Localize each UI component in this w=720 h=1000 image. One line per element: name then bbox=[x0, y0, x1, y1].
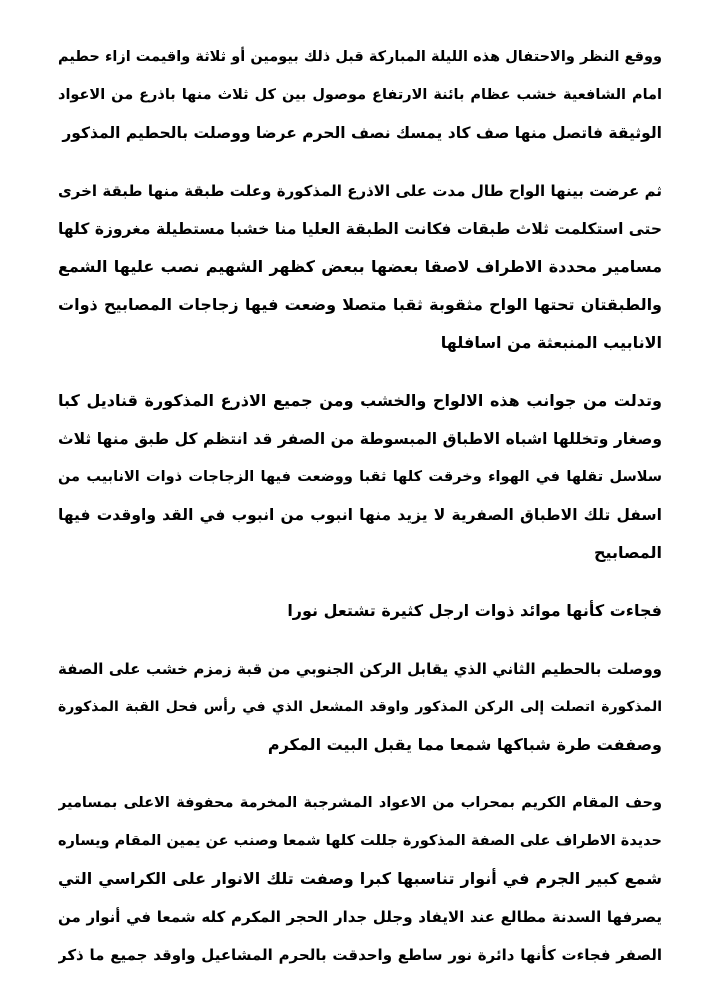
paragraph-spacer bbox=[58, 764, 662, 784]
paragraph bbox=[58, 172, 662, 362]
text-line: حتى استكلمت ثلاث طبقات فكانت الطبقة العليا منا خشبا مستطيلة مغروزة كلها bbox=[58, 220, 662, 238]
text-line: سلاسل تقلها في الهواء وخرقت كلها ثقبا ووضعت فيها الزجاجات ذوات الانابيب من bbox=[58, 469, 662, 485]
text-line: المصابيح bbox=[593, 543, 662, 562]
paragraph bbox=[58, 650, 662, 764]
text-line: الصفر فجاءت كأنها دائرة نور ساطع واحدقت بالحرم المشاعيل واوقد جميع ما ذكر bbox=[58, 946, 662, 964]
text-line: فجاءت كأنها موائد ذوات ارجل كثيرة تشتعل نورا bbox=[287, 601, 662, 620]
text-line: وتدلت من جوانب هذه الالواح والخشب ومن جميع الاذرع المذكورة قناديل كبا bbox=[58, 391, 662, 410]
paragraph bbox=[58, 382, 662, 572]
paragraph bbox=[58, 38, 662, 152]
document-page bbox=[58, 38, 662, 974]
text-line: يصرفها السدنة مطالع عند الايفاد وجلل جدار الحجر المكرم كله شمعا في أنوار من bbox=[58, 908, 662, 926]
text-line: الوثيقة فاتصل منها صف كاد يمسك نصف الحرم عرضا ووصلت بالحطيم المذكور bbox=[62, 124, 662, 142]
paragraph bbox=[58, 592, 662, 630]
paragraph-spacer bbox=[58, 362, 662, 382]
text-line: الانابيب المنبعثة من اسافلها bbox=[440, 333, 662, 352]
paragraph-spacer bbox=[58, 152, 662, 172]
text-line: وحف المقام الكريم بمحراب من الاعواد المشرجبة المخرمة محفوفة الاعلى بمسامير bbox=[58, 795, 662, 811]
text-line: امام الشافعية خشب عظام بائنة الارتفاع موصول بين كل ثلاث منها باذرع من الاعواد bbox=[58, 87, 662, 103]
text-line: ووقع النظر والاحتفال هذه الليلة المباركة قبل ذلك بيومين أو ثلاثة واقيمت ازاء حطيم bbox=[58, 49, 662, 65]
text-line: اسفل تلك الاطباق الصفرية لا يزيد منها انبوب من انبوب في القد واوقدت فيها bbox=[58, 506, 662, 524]
text-line: شمع كبير الجرم في أنوار تناسبها كبرا وصفت تلك الانوار على الكراسي التي bbox=[58, 869, 662, 888]
text-line: مسامير محددة الاطراف لاصقا بعضها ببعض كظهر الشهيم نصب عليها الشمع bbox=[58, 257, 662, 276]
text-line: وصغار وتخللها اشباه الاطباق المبسوطة من الصفر قد انتظم كل طبق منها ثلاث bbox=[58, 430, 662, 448]
text-line: والطبقتان تحتها الواح مثقوبة ثقبا متصلا وضعت فيها زجاجات المصابيح ذوات bbox=[58, 295, 662, 314]
text-line: ووصلت بالحطيم الثاني الذي يقابل الركن الجنوبي من قبة زمزم خشب على الصفة bbox=[58, 660, 662, 678]
text-line: حديدة الاطراف على الصفة المذكورة جللت كلها شمعا وصنب عن يمين المقام ويساره bbox=[58, 833, 662, 849]
paragraph-spacer bbox=[58, 630, 662, 650]
paragraph-spacer bbox=[58, 572, 662, 592]
text-line: المذكورة اتصلت إلى الركن المذكور واوقد المشعل الذي في رأس فحل القبة المذكورة bbox=[58, 699, 662, 715]
paragraph bbox=[58, 784, 662, 974]
text-line: ثم عرضت بينها الواح طال مدت على الاذرع المذكورة وعلت طبقة منها طبقة اخرى bbox=[58, 182, 662, 200]
text-line: وصففت طرة شباكها شمعا مما يقبل البيت المكرم bbox=[267, 735, 662, 754]
